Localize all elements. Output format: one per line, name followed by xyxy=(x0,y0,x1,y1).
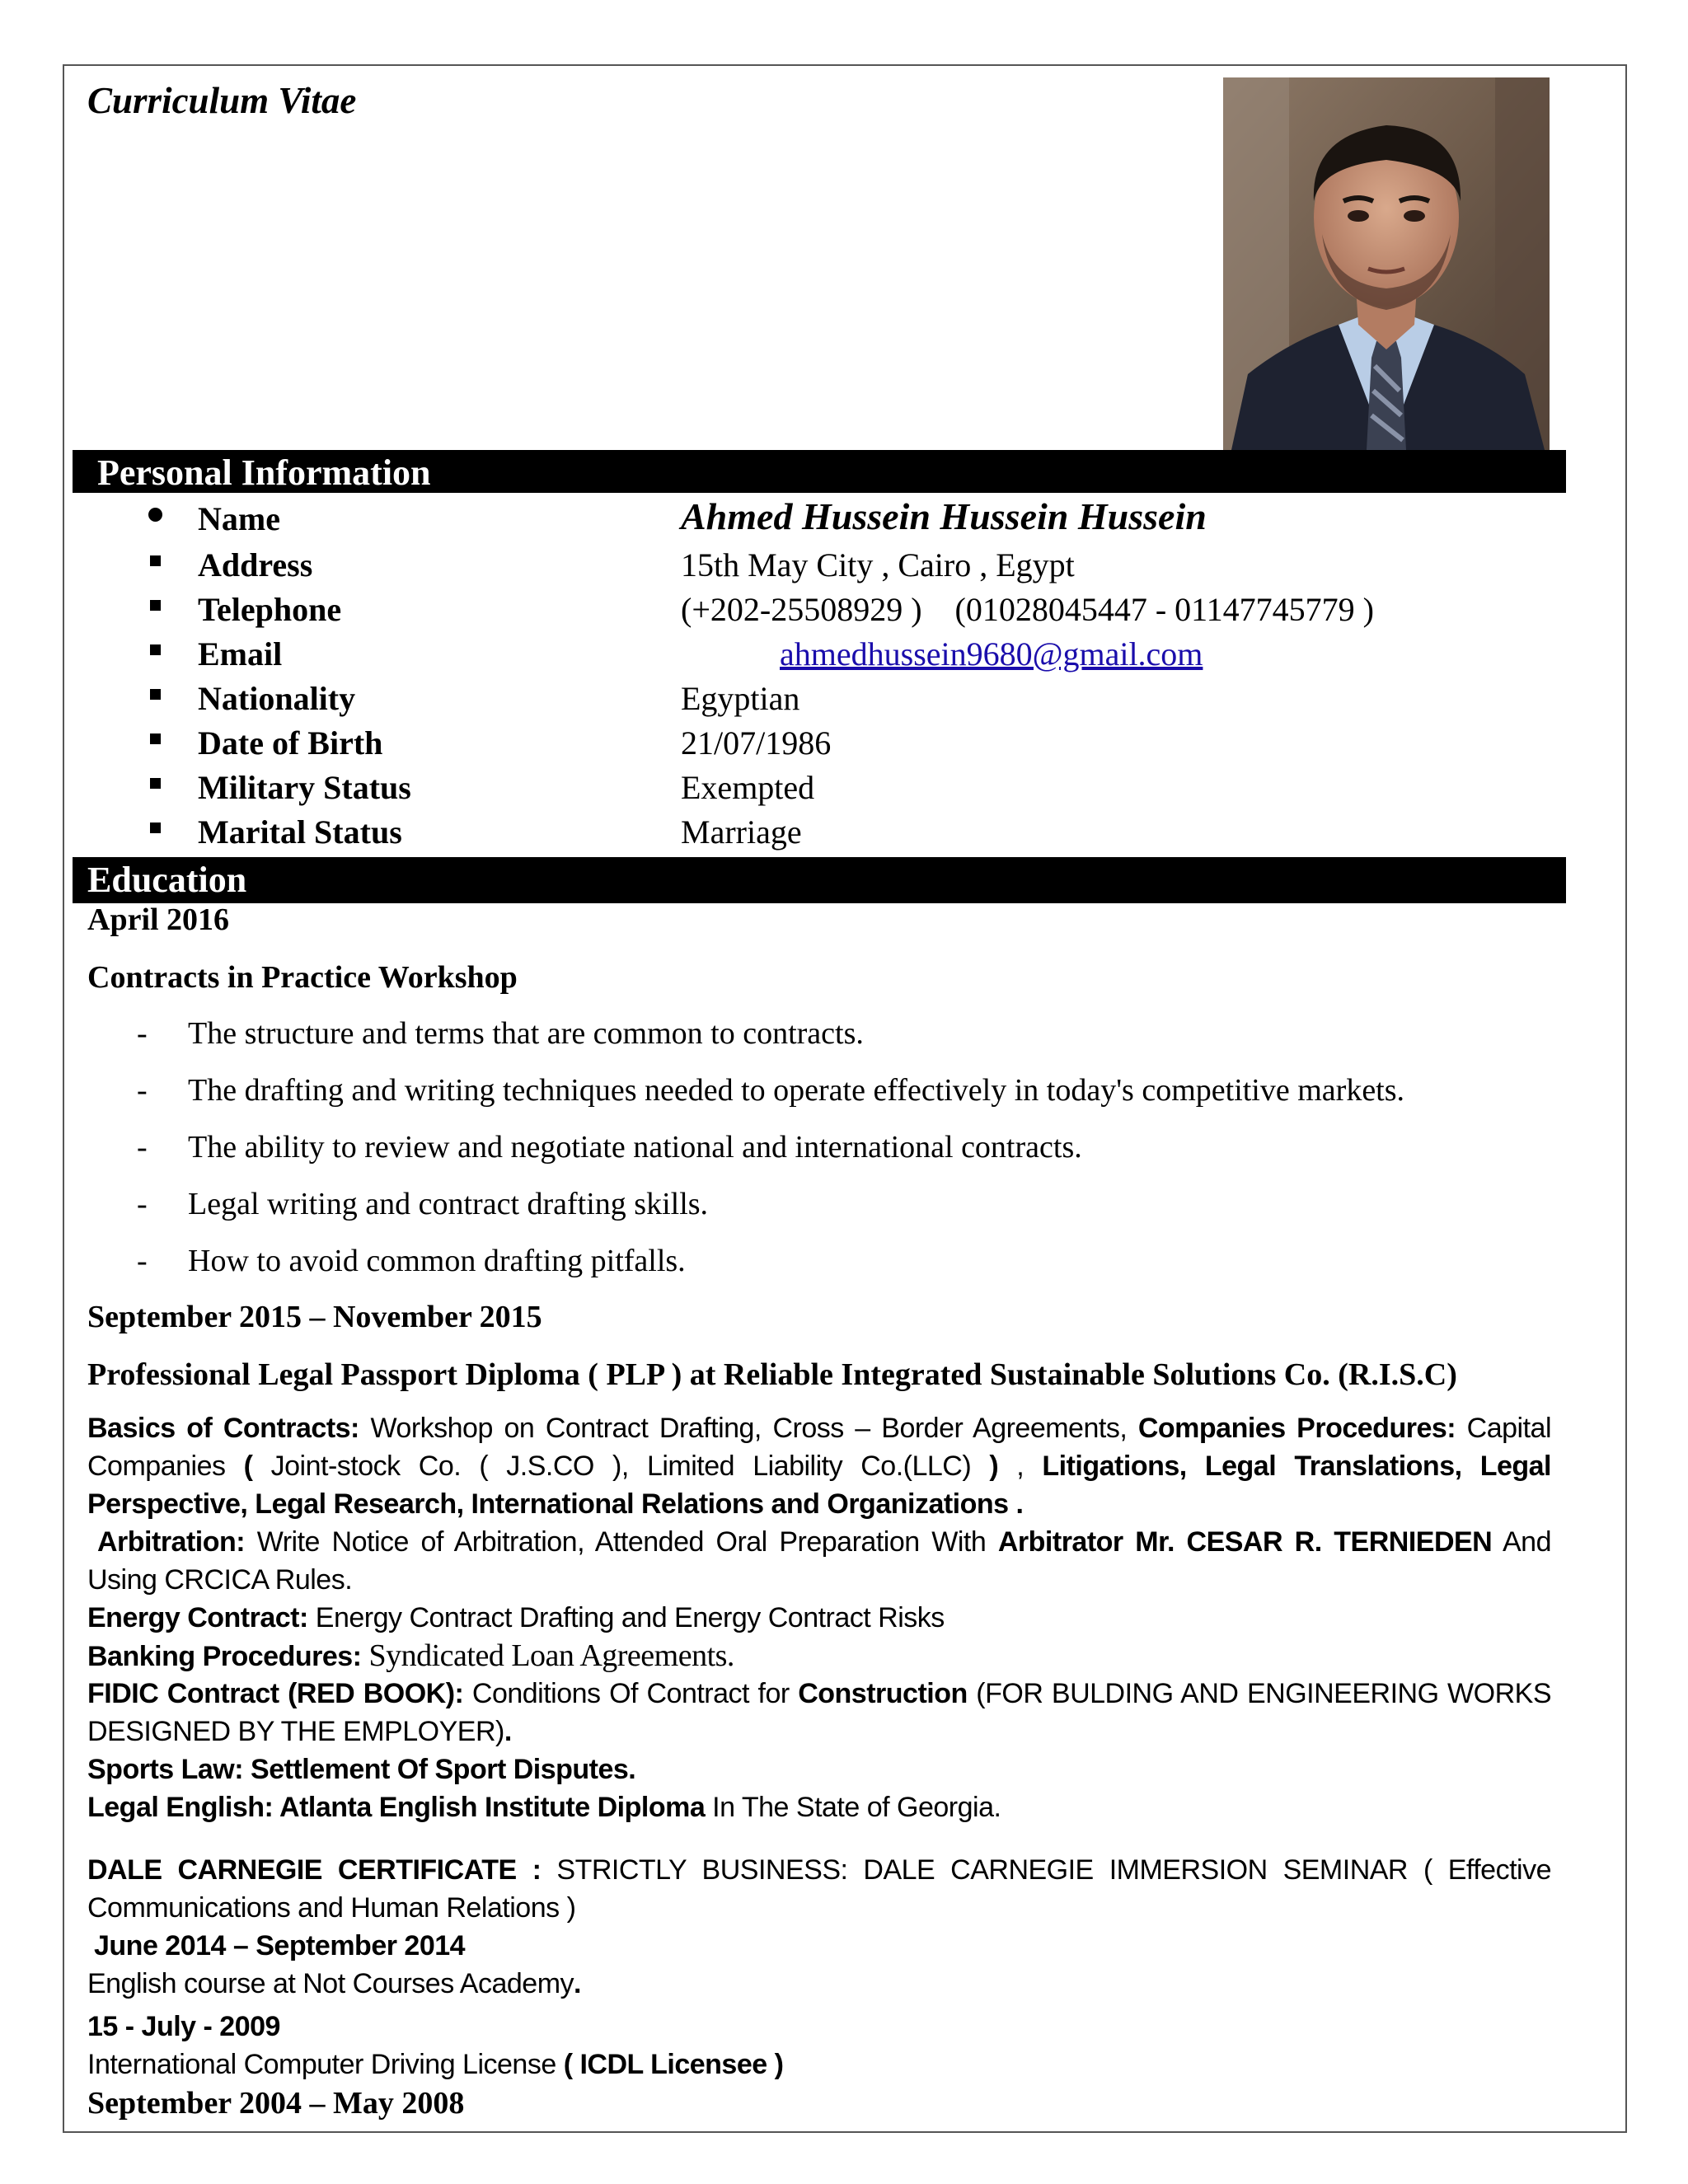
education-title: Professional Legal Passport Diploma ( PLP ) at Reliable Integrated Sustainable Solutions Co. (R.I.S.C) xyxy=(87,1357,1457,1392)
info-row-telephone xyxy=(0,590,1688,635)
icdl-line: International Computer Driving License ( ICDL Licensee ) xyxy=(87,2049,784,2080)
education-heading: Education xyxy=(73,857,1566,903)
bullet-icon xyxy=(150,823,161,833)
info-label: Address xyxy=(198,546,313,583)
email-link[interactable]: ahmedhussein9680@gmail.com xyxy=(780,635,1203,673)
bullet-icon xyxy=(150,778,161,789)
english-course-line: English course at Not Courses Academy. xyxy=(87,1968,581,1999)
bullet-icon xyxy=(150,644,161,655)
energy-contract-line: Energy Contract: Energy Contract Drafting and Energy Contract Risks xyxy=(87,1602,945,1633)
info-row-date-of-birth xyxy=(0,724,1688,768)
info-label: Military Status xyxy=(198,769,411,806)
info-value-telephone: (+202-25508929 ) (01028045447 - 01147745779 ) xyxy=(681,591,1374,628)
education-date: September 2015 – November 2015 xyxy=(87,1300,542,1334)
list-item: - The drafting and writing techniques needed to operate effectively in today's competitive markets. xyxy=(137,1073,1405,1108)
banking-procedures-line: Banking Procedures: Syndicated Loan Agreements. xyxy=(87,1638,734,1673)
fidic-contract-paragraph: FIDIC Contract (RED BOOK): Conditions Of Contract for Construction (FOR BULDING AND ENGINEERING WORKS DESIGNED BY THE EMPLOYER). xyxy=(87,1678,1551,1747)
info-value-address: 15th May City , Cairo , Egypt xyxy=(681,546,1075,583)
education-title: Contracts in Practice Workshop xyxy=(87,960,518,995)
info-value-name: Ahmed Hussein Hussein Hussein xyxy=(681,495,1207,537)
info-label: Email xyxy=(198,635,283,673)
page-title: Curriculum Vitae xyxy=(87,80,357,121)
bullet-icon xyxy=(150,689,161,700)
info-row-nationality xyxy=(0,679,1688,724)
info-value-nationality: Egyptian xyxy=(681,680,800,717)
list-item: - Legal writing and contract drafting skills. xyxy=(137,1187,709,1221)
education-date: June 2014 – September 2014 xyxy=(94,1930,466,1961)
legal-english-line: Legal English: Atlanta English Institute Diploma In The State of Georgia. xyxy=(87,1792,1001,1823)
arbitration-paragraph: Arbitration: Write Notice of Arbitration, Attended Oral Preparation With Arbitrator Mr. CESAR R. TERNIEDEN And Using CRCICA Rules. xyxy=(87,1526,1551,1596)
list-item: - The structure and terms that are common to contracts. xyxy=(137,1016,864,1051)
bullet-icon xyxy=(150,555,161,566)
profile-photo xyxy=(1223,77,1550,450)
info-row-address xyxy=(0,546,1688,590)
info-label: Nationality xyxy=(198,680,356,717)
sports-law-line: Sports Law: Settlement Of Sport Disputes. xyxy=(87,1754,636,1785)
dale-carnegie-paragraph: DALE CARNEGIE CERTIFICATE : STRICTLY BUSINESS: DALE CARNEGIE IMMERSION SEMINAR ( Effective Communications and Human Relations ) xyxy=(87,1854,1551,1924)
info-label: Name xyxy=(198,500,280,537)
info-row-military-status xyxy=(0,768,1688,813)
bullet-icon xyxy=(148,508,162,522)
info-label: Date of Birth xyxy=(198,724,383,762)
info-label: Marital Status xyxy=(198,813,402,851)
education-date: September 2004 – May 2008 xyxy=(87,2086,465,2121)
bullet-icon xyxy=(150,600,161,611)
info-row-name xyxy=(0,495,1688,544)
info-value-military-status: Exempted xyxy=(681,769,815,806)
info-row-marital-status xyxy=(0,813,1688,857)
bullet-icon xyxy=(150,733,161,744)
info-value-date-of-birth: 21/07/1986 xyxy=(681,724,832,762)
education-date: April 2016 xyxy=(87,902,230,937)
education-date: 15 - July - 2009 xyxy=(87,2011,280,2042)
list-item: - The ability to review and negotiate national and international contracts. xyxy=(137,1130,1082,1165)
basics-of-contracts-paragraph: Basics of Contracts: Workshop on Contract Drafting, Cross – Border Agreements, Companies Procedures: Capital Companies ( Joint-stock Co. ( J.S.CO ), Limited Liability Co.(LLC) ) , Litigations, Legal Translations, Legal Perspective, Legal Research, International Relations and Organizations . xyxy=(87,1413,1551,1520)
personal-information-heading: Personal Information xyxy=(73,450,1566,493)
list-item: - How to avoid common drafting pitfalls. xyxy=(137,1244,686,1278)
info-value-marital-status: Marriage xyxy=(681,813,802,851)
info-label: Telephone xyxy=(198,591,342,628)
info-row-email xyxy=(0,635,1688,679)
